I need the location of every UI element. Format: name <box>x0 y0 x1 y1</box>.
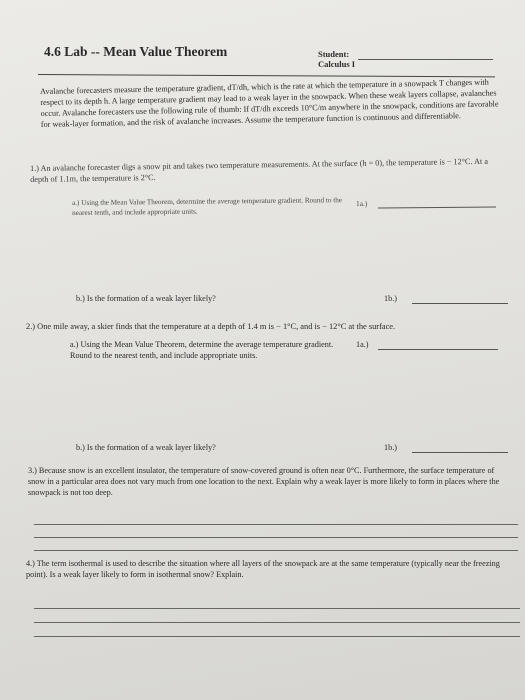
question-1b: b.) Is the formation of a weak layer likely? <box>76 294 216 303</box>
question-3: 3.) Because snow is an excellent insulator, the temperature of snow-covered ground is often near 0°C. Furthermore, the surface temperature of snow in a particular area does not vary much from one location to the next. Explain why a weak layer is more likely to form in places where the snowpack is not too deep. <box>28 466 500 497</box>
answer-4-line-2[interactable] <box>34 622 520 623</box>
page-title: 4.6 Lab -- Mean Value Theorem <box>44 44 228 59</box>
answer-4-line-3[interactable] <box>34 636 520 637</box>
answer-2a-line[interactable] <box>378 349 498 350</box>
student-label: Student: <box>318 49 350 59</box>
answer-1b-line[interactable] <box>412 303 508 304</box>
student-name-line[interactable] <box>358 59 493 60</box>
question-1a: a.) Using the Mean Value Theorem, determine the average temperature gradient. Round to the nearest tenth, and include appropriate units. <box>72 196 343 217</box>
answer-3-line-3[interactable] <box>34 550 518 551</box>
question-2b: b.) Is the formation of a weak layer likely? <box>76 443 216 452</box>
question-1: 1.) An avalanche forecaster digs a snow pit and takes two temperature measurements. At the surface (h = 0), the temperature is − 12°C. At a depth of 1.1m, the temperature is 2°C. <box>30 156 489 184</box>
question-4: 4.) The term isothermal is used to describe the situation where all layers of the snowpack are at the same temperature (typically near the freezing point). Is a weak layer likely to form in isothermal snow? Explain. <box>26 559 500 579</box>
header-divider <box>38 74 495 77</box>
question-2: 2.) One mile away, a skier finds that the temperature at a depth of 1.4 m is − 1°C, and is − 12°C at the surface. <box>26 322 396 331</box>
answer-2a-label: 1a.) <box>356 340 369 349</box>
answer-1a-label: 1a.) <box>356 199 368 208</box>
answer-2b-line[interactable] <box>412 452 508 453</box>
answer-2b-label: 1b.) <box>384 443 397 452</box>
answer-4-line-1[interactable] <box>34 608 520 609</box>
intro-paragraph: Avalanche forecasters measure the temperature gradient, dT/dh, which is the rate at which the temperature in a snowpack T changes with respect to its depth h. A large temperature gradient may lead to a weak layer in the snowpack. When these weak layers collapse, avalanches occur. Avalanche forecasters use the following rule of thumb: If dT/dh exceeds 10°C/m anywhere in the snowpack, conditions are favorable for weak-layer formation, and the risk of avalanche increases. Assume the temperature function is continuous and differentiable. <box>40 77 499 129</box>
answer-1b-label: 1b.) <box>384 294 397 303</box>
question-2a: a.) Using the Mean Value Theorem, determine the average temperature gradient. Round to the nearest tenth, and include appropriate units. <box>70 340 334 360</box>
answer-1a-line[interactable] <box>378 206 496 208</box>
answer-3-line-2[interactable] <box>34 537 518 538</box>
answer-3-line-1[interactable] <box>34 524 518 525</box>
course-label: Calculus I <box>318 59 356 69</box>
